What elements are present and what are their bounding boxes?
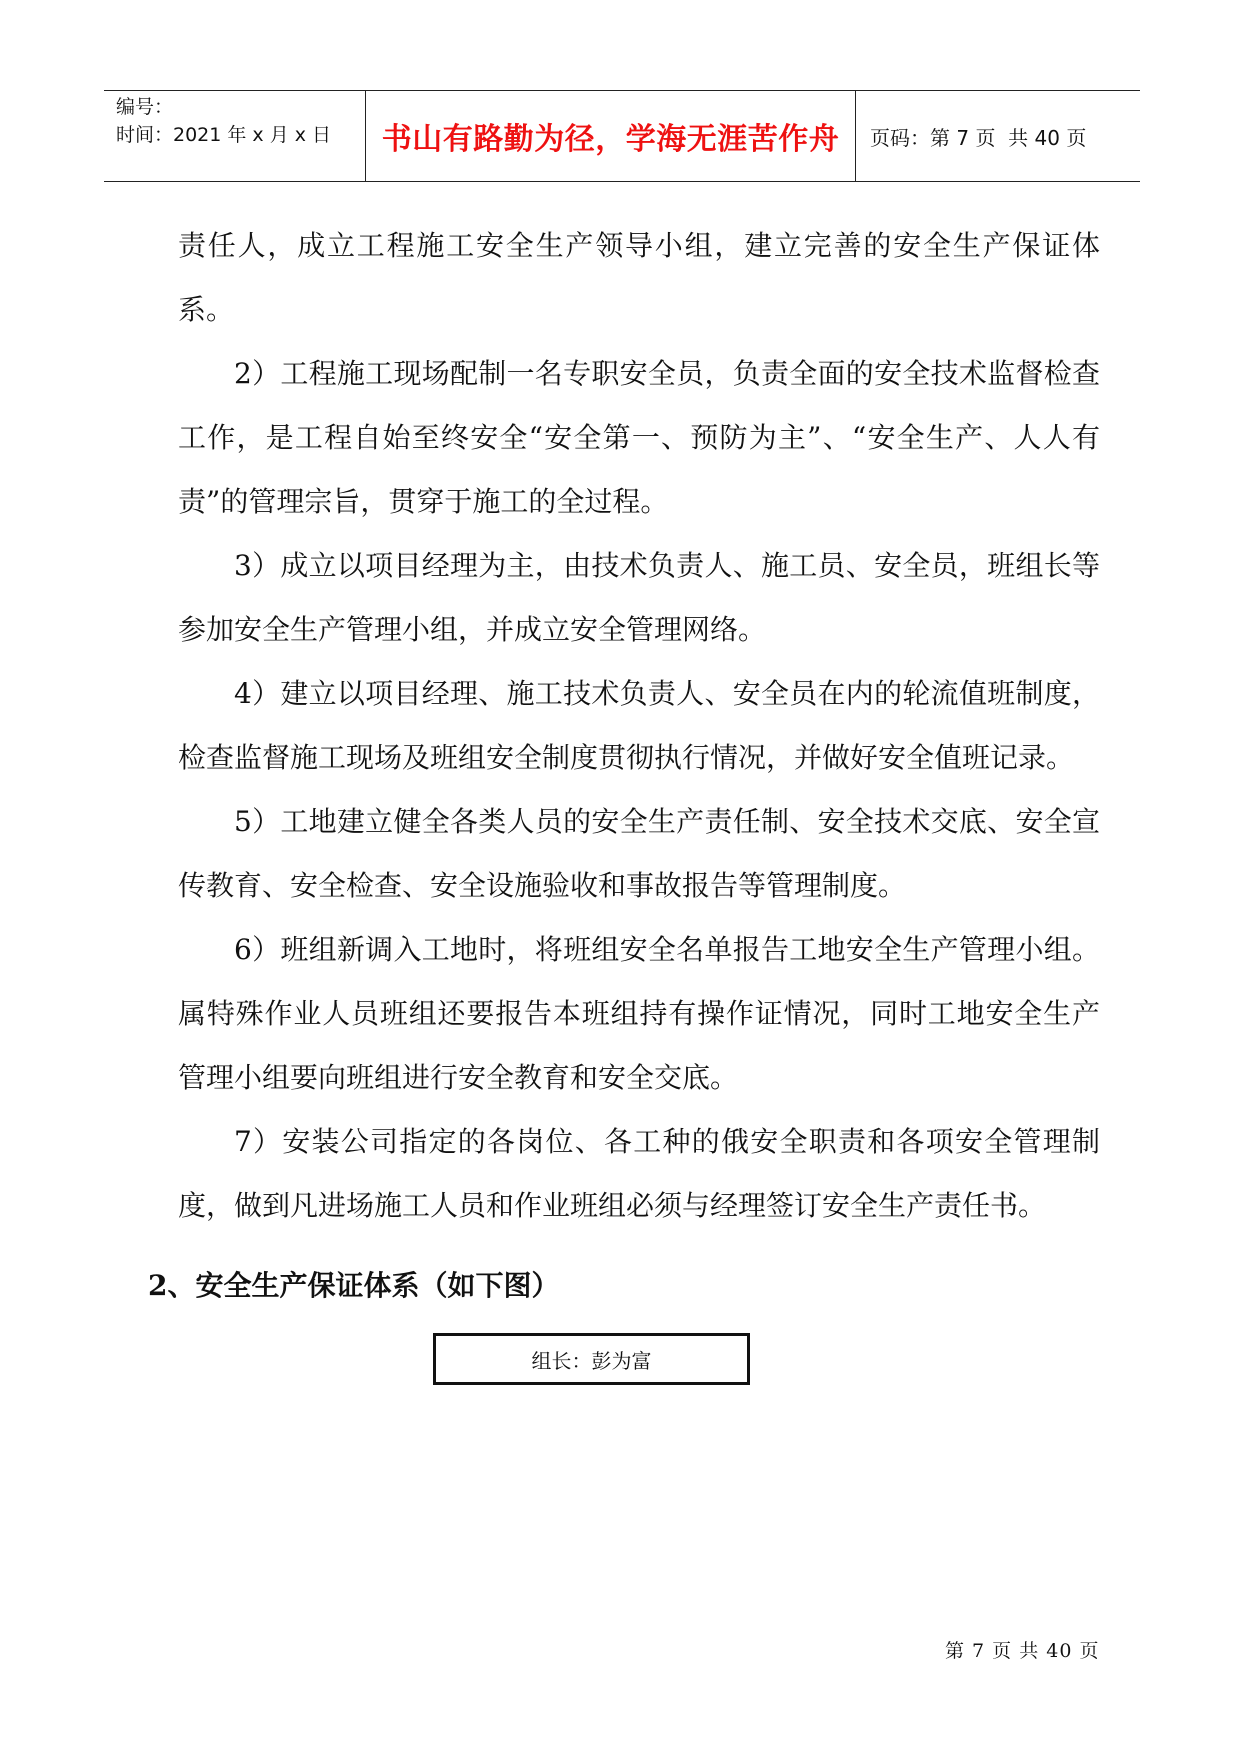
paragraph-item-6: 6）班组新调入工地时，将班组安全名单报告工地安全生产管理小组。属特殊作业人员班组还要报告本班组持有操作证情况，同时工地安全生产管理小组要向班组进行安全教育和安全交底。 [178, 933, 1100, 1094]
body-content [178, 214, 1100, 1238]
header-motto: 书山有路勤为径，学海无涯苦作舟 [366, 91, 856, 181]
paragraph-continuation: 责任人，成立工程施工安全生产领导小组，建立完善的安全生产保证体系。 [178, 229, 1100, 326]
section-heading: 2、安全生产保证体系（如下图） [148, 1269, 560, 1302]
header-page-info [856, 91, 1140, 181]
org-chart-leader-box [433, 1333, 750, 1385]
document-number-label: 编号： [116, 96, 174, 118]
paragraph-item-5: 5）工地建立健全各类人员的安全生产责任制、安全技术交底、安全宣传教育、安全检查、安全设施验收和事故报告等管理制度。 [178, 805, 1100, 902]
header-page-label: 页码：第 7 页 共 40 页 [870, 125, 1087, 150]
paragraph-item-7: 7）安装公司指定的各岗位、各工种的俄安全职责和各项安全管理制度，做到凡进场施工人员和作业班组必须与经理签订安全生产责任书。 [178, 1125, 1100, 1222]
paragraph-item-2: 2）工程施工现场配制一名专职安全员，负责全面的安全技术监督检查工作，是工程自始至终安全“安全第一、预防为主”、“安全生产、人人有责”的管理宗旨，贯穿于施工的全过程。 [178, 357, 1100, 518]
paragraph-item-3: 3）成立以项目经理为主，由技术负责人、施工员、安全员，班组长等参加安全生产管理小组，并成立安全管理网络。 [178, 549, 1100, 646]
footer-page-number: 第 7 页 共 40 页 [945, 1640, 1100, 1662]
document-header [104, 90, 1140, 182]
document-time-label: 时间：2021 年 x 月 x 日 [116, 124, 332, 146]
header-meta [104, 91, 366, 181]
paragraph-item-4: 4）建立以项目经理、施工技术负责人、安全员在内的轮流值班制度，检查监督施工现场及班组安全制度贯彻执行情况，并做好安全值班记录。 [178, 677, 1100, 774]
org-chart-leader-label: 组长：彭为富 [531, 1348, 652, 1373]
